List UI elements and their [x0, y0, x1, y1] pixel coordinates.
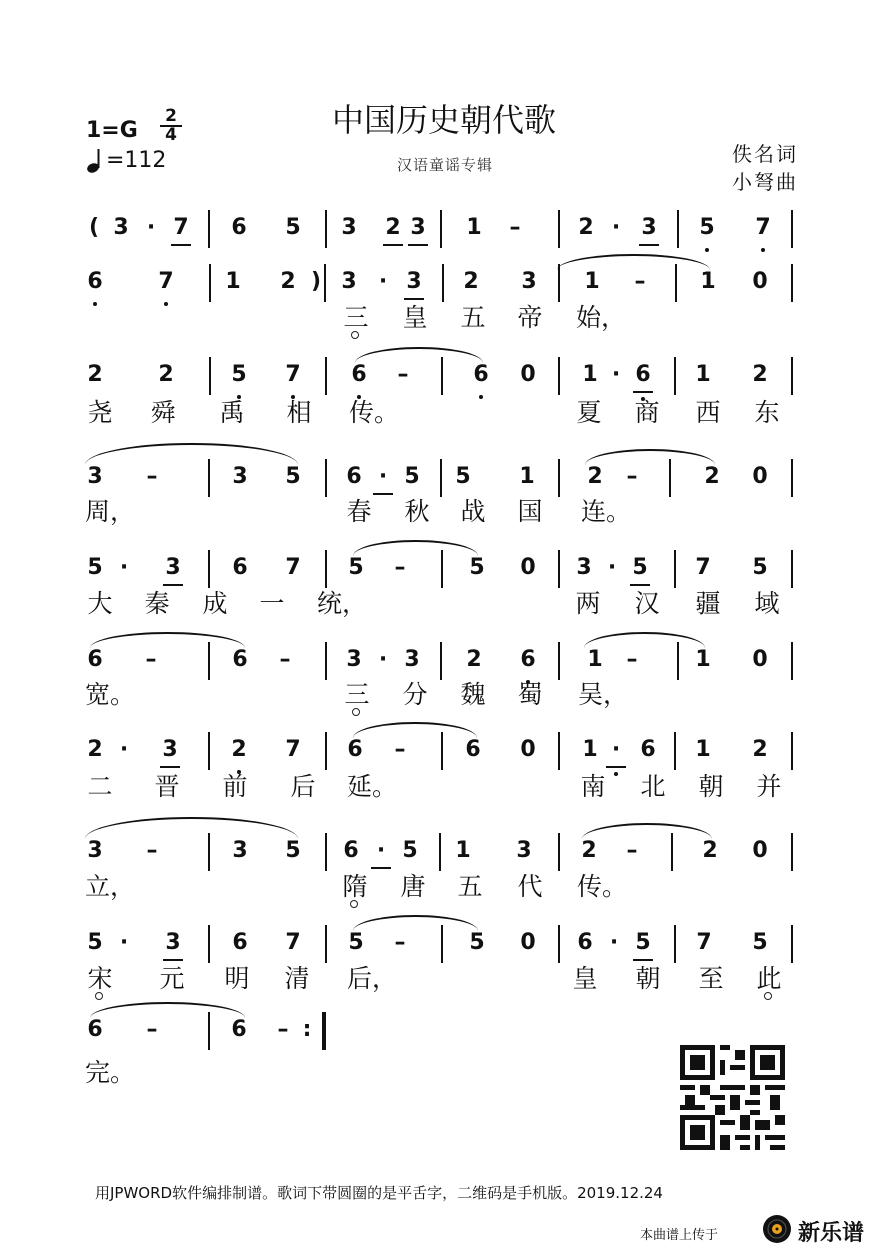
lyric-syllable: 至 — [698, 964, 724, 993]
lower-octave-dot — [93, 302, 97, 306]
bracket: ( — [88, 215, 100, 240]
dot-rhythm: · — [371, 464, 395, 490]
note: 2 — [280, 269, 296, 294]
note: 6 — [577, 930, 593, 955]
score-line — [78, 833, 798, 873]
note: 2 — [587, 464, 603, 489]
dash-sustain: – — [509, 215, 521, 240]
note: 2 — [466, 647, 482, 672]
time-signature-top: 2 — [160, 108, 182, 127]
score-line — [78, 459, 798, 499]
dash-sustain: – — [394, 930, 406, 955]
note: 1 — [519, 464, 535, 489]
note: 0 — [752, 838, 768, 863]
barline — [791, 264, 793, 302]
note: 5 — [752, 930, 768, 955]
note: 5 — [631, 930, 655, 956]
note: 0 — [752, 647, 768, 672]
note: 6 — [343, 838, 359, 863]
lyric-syllable: 并 — [756, 772, 782, 801]
quarter-note-icon — [86, 148, 108, 174]
note: 7 — [696, 930, 712, 955]
barline — [209, 264, 211, 302]
tempo-marking: =112 — [106, 148, 167, 173]
note: 6 — [347, 737, 363, 762]
eighth-underline — [163, 584, 183, 586]
lyric-syllable: 舜 — [150, 398, 176, 427]
note: 2 — [227, 737, 251, 763]
note: 7 — [285, 930, 301, 955]
album-subtitle: 汉语童谣专辑 — [396, 156, 493, 174]
barline — [791, 732, 793, 770]
note: 1 — [582, 362, 598, 387]
note: 0 — [520, 737, 536, 762]
note: 1 — [695, 362, 711, 387]
eighth-underline — [633, 391, 653, 393]
lyric-syllable: 始， — [576, 303, 627, 332]
composer-credit: 小弩曲 — [732, 170, 798, 194]
lyric-syllable: 清 — [284, 964, 310, 993]
lyric-syllable: 二 — [87, 772, 113, 801]
dash-sustain: – — [279, 647, 291, 672]
note: 6 — [231, 1017, 247, 1042]
lower-octave-dot — [761, 248, 765, 252]
lyric-syllable: 秋 — [404, 497, 430, 526]
lyric-syllable: 隋 — [335, 872, 375, 902]
barline — [674, 357, 676, 395]
dash-sustain: – — [145, 647, 157, 672]
note: 1 — [455, 838, 471, 863]
dot-rhythm: · — [369, 838, 393, 864]
tie-slur — [90, 1002, 245, 1018]
lyric-syllable: 五 — [457, 872, 483, 901]
score-line — [78, 210, 798, 250]
tie-slur — [355, 347, 483, 363]
eighth-underline — [639, 244, 659, 246]
barline — [558, 210, 560, 248]
barline — [791, 459, 793, 497]
note: 7 — [285, 737, 301, 762]
lyric-syllable: 朝 — [635, 964, 661, 993]
note: 0 — [520, 930, 536, 955]
lyric-syllable: 完。 — [85, 1058, 136, 1087]
note: 2 — [87, 362, 103, 387]
note: 2 — [702, 838, 718, 863]
barline — [791, 357, 793, 395]
dash-sustain: – — [626, 464, 638, 489]
lyric-syllable: 一 — [259, 589, 285, 618]
note: 5 — [695, 215, 719, 241]
lyric-syllable: 三 — [336, 303, 376, 333]
barline — [208, 732, 210, 770]
note: 6 — [346, 464, 362, 489]
lyric-syllable: 后 — [290, 772, 316, 801]
flat-tongue-circle-mark — [351, 331, 359, 339]
note: 2 — [381, 215, 405, 241]
lyric-syllable: 元 — [159, 964, 185, 993]
barline — [558, 357, 560, 395]
barline — [209, 357, 211, 395]
lyric-syllable: 商 — [634, 398, 660, 427]
lyric-syllable: 帝 — [517, 303, 543, 332]
barline — [677, 210, 679, 248]
note: 5 — [285, 464, 301, 489]
dot-rhythm: · — [611, 362, 621, 387]
note: 1 — [695, 647, 711, 672]
barline — [439, 833, 441, 871]
lyric-syllable: 传。 — [577, 872, 628, 901]
note: 5 — [227, 362, 251, 388]
barline — [791, 925, 793, 963]
dot-rhythm: · — [119, 930, 129, 955]
note: 3 — [402, 269, 426, 295]
note: 5 — [285, 215, 301, 240]
note: 6 — [631, 362, 655, 388]
eighth-underline — [160, 766, 180, 768]
lower-octave-dot — [164, 302, 168, 306]
tie-slur — [353, 540, 478, 556]
eighth-underline — [373, 493, 393, 495]
lyric-syllable: 南 — [580, 772, 606, 801]
lower-octave-dot — [479, 395, 483, 399]
lyric-syllable: 晋 — [154, 772, 180, 801]
dot-rhythm: · — [611, 215, 621, 240]
eighth-underline — [606, 766, 626, 768]
footnote-text: 用JPWORD软件编排制谱。歌词下带圆圈的是平舌字，二维码是手机版。2019.12.24 — [95, 1184, 663, 1202]
lyric-syllable: 夏 — [576, 398, 602, 427]
tie-slur — [584, 632, 705, 648]
dash-sustain: – — [397, 362, 409, 387]
lyric-syllable: 魏 — [460, 680, 486, 709]
note: 7 — [169, 215, 193, 241]
flat-tongue-circle-mark — [352, 708, 360, 716]
note: 6 — [347, 362, 371, 388]
key-signature: 1=G — [86, 118, 138, 143]
lyric-syllable: 连。 — [581, 497, 632, 526]
note: 6 — [87, 647, 103, 672]
note: 5 — [402, 838, 418, 863]
lyric-syllable: 后， — [347, 964, 398, 993]
barline — [558, 732, 560, 770]
lyric-syllable: 此 — [749, 964, 789, 994]
note: 0 — [752, 269, 768, 294]
note: 3 — [161, 555, 185, 581]
lyric-syllable: 分 — [402, 680, 428, 709]
barline — [325, 459, 327, 497]
lyric-syllable: 周， — [85, 497, 136, 526]
score-line — [78, 264, 798, 304]
lyric-syllable: 春 — [346, 497, 372, 526]
dot-rhythm: · — [609, 930, 619, 955]
note: 6 — [465, 737, 481, 762]
eighth-underline — [163, 959, 183, 961]
note: 1 — [466, 215, 482, 240]
lyric-syllable: 疆 — [695, 589, 721, 618]
note: 5 — [469, 930, 485, 955]
tie-slur — [353, 722, 477, 738]
lyric-syllable: 立， — [85, 872, 136, 901]
qr-code-icon — [680, 1045, 785, 1150]
lyricist-credit: 佚名词 — [732, 142, 798, 166]
barline — [791, 642, 793, 680]
tie-slur — [582, 823, 712, 839]
dash-sustain: – — [634, 269, 646, 294]
eighth-underline — [630, 584, 650, 586]
flat-tongue-circle-mark — [95, 992, 103, 1000]
note: 1 — [225, 269, 241, 294]
lyric-syllable: 吴， — [578, 680, 629, 709]
eighth-underline — [383, 244, 403, 246]
score-line — [78, 732, 798, 772]
note: 7 — [154, 269, 178, 295]
barline — [440, 642, 442, 680]
dot-rhythm: · — [604, 737, 628, 763]
note: 3 — [346, 647, 362, 672]
lyric-syllable: 西 — [695, 398, 721, 427]
note: 5 — [87, 930, 103, 955]
note: 5 — [87, 555, 103, 580]
note: 7 — [751, 215, 775, 241]
note: 1 — [695, 737, 711, 762]
song-title: 中国历史朝代歌 — [331, 101, 556, 139]
barline — [325, 833, 327, 871]
dash-sustain: – — [146, 838, 158, 863]
score-line — [78, 357, 798, 397]
note: 3 — [576, 555, 592, 580]
barline — [208, 550, 210, 588]
flat-tongue-circle-mark — [350, 900, 358, 908]
barline — [674, 925, 676, 963]
note: 7 — [285, 555, 301, 580]
lyric-syllable: 朝 — [698, 772, 724, 801]
note: 6 — [231, 215, 247, 240]
note: 1 — [587, 647, 603, 672]
dot-rhythm: · — [119, 555, 129, 580]
lower-octave-dot — [614, 772, 618, 776]
note: 0 — [520, 362, 536, 387]
note: 5 — [285, 838, 301, 863]
note: 2 — [158, 362, 174, 387]
note: 5 — [628, 555, 652, 581]
upload-label: 本曲谱上传于 — [640, 1228, 719, 1243]
barline — [558, 459, 560, 497]
lyric-syllable: 蜀 — [517, 680, 543, 709]
dash-sustain: – — [146, 1017, 158, 1042]
lyric-syllable: 宋 — [80, 964, 120, 994]
lyric-syllable: 皇 — [572, 964, 598, 993]
barline — [674, 732, 676, 770]
lyric-syllable: 东 — [754, 398, 780, 427]
dash-sustain: – — [394, 555, 406, 580]
lyric-syllable: 传。 — [349, 398, 400, 427]
barline — [674, 550, 676, 588]
barline — [558, 925, 560, 963]
dot-rhythm: · — [607, 555, 617, 580]
lyric-syllable: 两 — [575, 589, 601, 618]
note: 3 — [341, 215, 357, 240]
lyric-syllable: 皇 — [402, 303, 428, 332]
note: 1 — [582, 737, 598, 762]
note: 3 — [404, 647, 420, 672]
note: 5 — [455, 464, 471, 489]
dot-rhythm: · — [378, 269, 388, 294]
tie-slur — [85, 443, 298, 465]
note: 5 — [404, 464, 420, 489]
tie-slur — [557, 254, 710, 270]
note: 1 — [584, 269, 600, 294]
barline — [440, 210, 442, 248]
eighth-underline — [408, 244, 428, 246]
note: 2 — [752, 737, 768, 762]
note: 2 — [463, 269, 479, 294]
barline — [558, 642, 560, 680]
lyric-syllable: 尧 — [87, 398, 113, 427]
eighth-underline — [633, 959, 653, 961]
note: 3 — [232, 464, 248, 489]
note: 2 — [752, 362, 768, 387]
lyric-syllable: 相 — [286, 398, 312, 427]
dot-rhythm: · — [146, 215, 156, 240]
flat-tongue-circle-mark — [764, 992, 772, 1000]
site-name-link[interactable]: 新乐谱 — [798, 1221, 865, 1246]
time-signature — [160, 108, 182, 144]
note: 2 — [581, 838, 597, 863]
barline — [791, 550, 793, 588]
eighth-underline — [171, 244, 191, 246]
lyric-syllable: 北 — [640, 772, 666, 801]
lyric-syllable: 五 — [460, 303, 486, 332]
note: 5 — [469, 555, 485, 580]
note: 3 — [161, 930, 185, 956]
dash-sustain: – — [626, 838, 638, 863]
lyric-syllable: 成 — [202, 589, 228, 618]
barline — [324, 264, 326, 302]
lyric-syllable: 大 — [87, 589, 113, 618]
note: 3 — [113, 215, 129, 240]
note: 2 — [704, 464, 720, 489]
lyric-syllable: 统， — [317, 589, 368, 618]
barline — [325, 210, 327, 248]
barline — [440, 459, 442, 497]
repeat-sign: : — [302, 1017, 312, 1042]
dash-sustain: – — [146, 464, 158, 489]
barline — [325, 357, 327, 395]
barline — [325, 550, 327, 588]
barline — [791, 833, 793, 871]
note: 0 — [520, 555, 536, 580]
eighth-underline — [371, 867, 391, 869]
barline — [325, 925, 327, 963]
lyric-syllable: 秦 — [144, 589, 170, 618]
repeat-end-barline — [322, 1012, 326, 1050]
note: 3 — [637, 215, 661, 241]
note: 7 — [281, 362, 305, 388]
note: 2 — [87, 737, 103, 762]
note: 3 — [158, 737, 182, 763]
note: 6 — [469, 362, 493, 388]
barline — [791, 210, 793, 248]
note: 6 — [83, 269, 107, 295]
note: 2 — [578, 215, 594, 240]
lyric-syllable: 宽。 — [85, 680, 136, 709]
lyric-syllable: 域 — [754, 589, 780, 618]
bracket: ) — [310, 269, 322, 294]
time-signature-bottom: 4 — [165, 125, 177, 145]
lyric-syllable: 国 — [517, 497, 543, 526]
vinyl-record-icon[interactable] — [762, 1214, 792, 1244]
barline — [558, 833, 560, 871]
note: 7 — [695, 555, 711, 580]
lyric-syllable: 禹 — [219, 398, 245, 427]
note: 6 — [87, 1017, 103, 1042]
note: 3 — [232, 838, 248, 863]
lyric-syllable: 明 — [224, 964, 250, 993]
lyric-syllable: 前 — [222, 772, 248, 801]
barline — [208, 210, 210, 248]
lyric-syllable: 战 — [460, 497, 486, 526]
note: 5 — [752, 555, 768, 580]
barline — [442, 264, 444, 302]
dash-sustain: – — [626, 647, 638, 672]
note: 6 — [640, 737, 656, 762]
lyric-syllable: 延。 — [347, 772, 398, 801]
note: 5 — [348, 930, 364, 955]
note: 3 — [516, 838, 532, 863]
dash-sustain: – — [394, 737, 406, 762]
lower-octave-dot — [705, 248, 709, 252]
note: 3 — [406, 215, 430, 241]
tie-slur — [90, 632, 245, 648]
lyric-syllable: 唐 — [400, 872, 426, 901]
note: 6 — [232, 930, 248, 955]
score-line — [78, 642, 798, 682]
tie-slur — [353, 915, 478, 931]
note: 3 — [87, 838, 103, 863]
score-line — [78, 925, 798, 965]
tie-slur — [585, 449, 715, 465]
note: 6 — [232, 647, 248, 672]
note: 3 — [87, 464, 103, 489]
note: 3 — [521, 269, 537, 294]
lyric-syllable: 代 — [517, 872, 543, 901]
eighth-underline — [404, 298, 424, 300]
barline — [558, 550, 560, 588]
lyric-syllable: 三 — [337, 680, 377, 710]
barline — [325, 732, 327, 770]
note: 6 — [516, 647, 540, 673]
note: 6 — [232, 555, 248, 580]
note: 3 — [341, 269, 357, 294]
barline — [325, 642, 327, 680]
note: 1 — [700, 269, 716, 294]
dot-rhythm: · — [119, 737, 129, 762]
note: 5 — [348, 555, 364, 580]
dash-sustain: – — [277, 1017, 289, 1042]
barline — [208, 925, 210, 963]
lyric-syllable: 汉 — [634, 589, 660, 618]
score-line — [78, 550, 798, 590]
note: 0 — [752, 464, 768, 489]
dot-rhythm: · — [378, 647, 388, 672]
tie-slur — [85, 817, 298, 839]
